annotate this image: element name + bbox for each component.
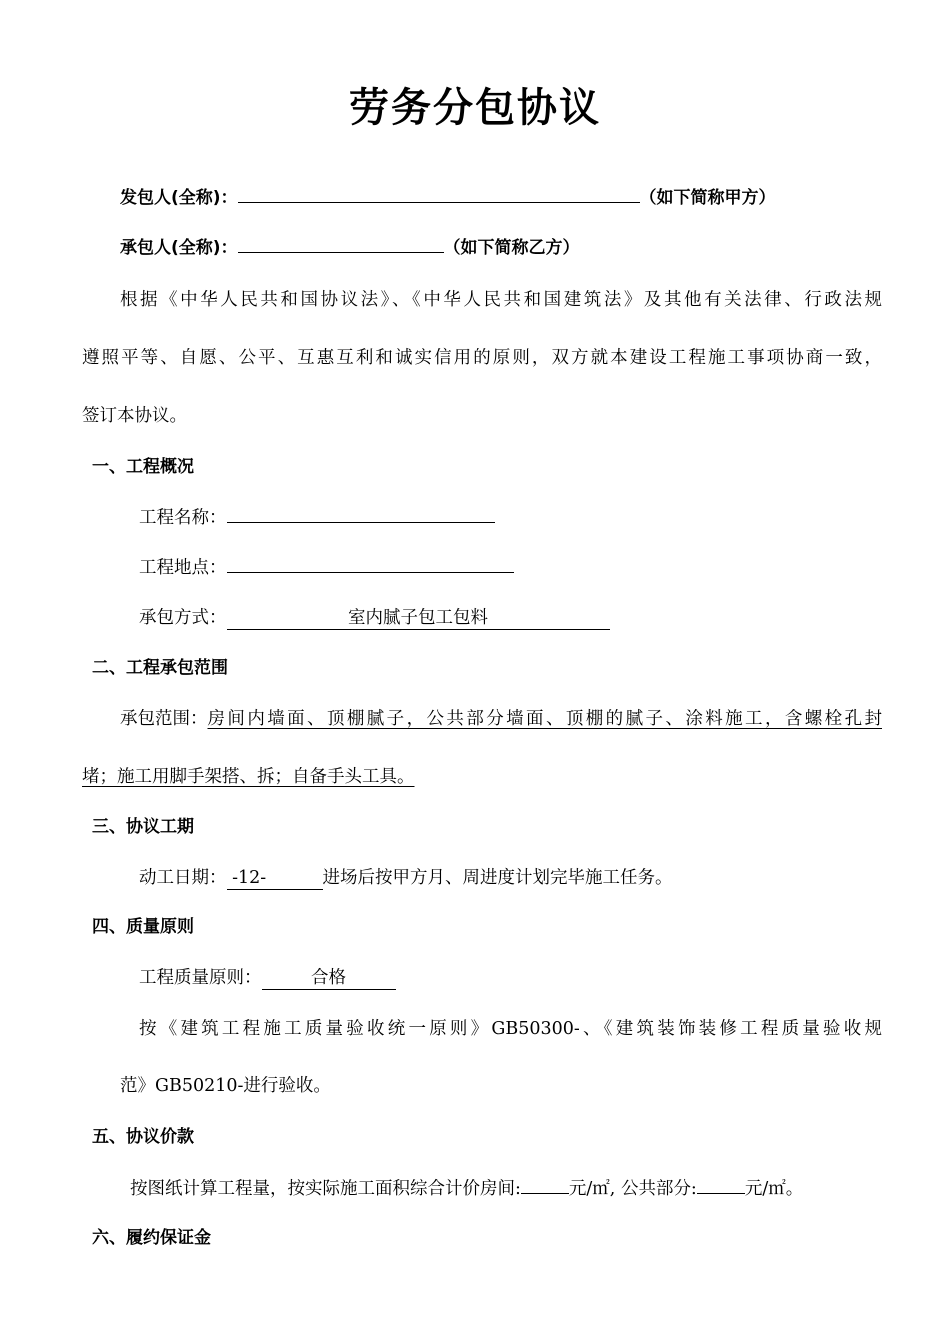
contractor-name-blank[interactable] — [238, 184, 640, 203]
subcontractor-label: 承包人(全称)： — [120, 238, 238, 258]
start-date-value[interactable] — [227, 867, 323, 890]
contract-method-line — [139, 605, 610, 631]
section-heading-1: 一、工程概况 — [92, 457, 194, 477]
price-unit-public: 元/㎡。 — [744, 1179, 804, 1199]
intro-line-1: 根据《中华人民共和国协议法》、《中华人民共和国建筑法》及其他有关法律、行政法规 — [120, 290, 882, 310]
project-name-line — [139, 504, 495, 531]
scope-line-1 — [120, 706, 882, 732]
price-line — [130, 1175, 803, 1202]
quality-standard-label: 工程质量原则： — [139, 968, 262, 988]
project-location-blank[interactable] — [227, 554, 514, 573]
acceptance-line-2: 范》GB50210-进行验收。 — [120, 1076, 331, 1096]
subcontractor-line — [120, 234, 580, 261]
intro-line-2: 遵照平等、自愿、公平、互惠互利和诚实信用的原则，双方就本建设工程施工事项协商一致， — [82, 348, 882, 368]
contractor-line — [120, 184, 776, 211]
project-name-blank[interactable] — [227, 504, 495, 523]
scope-text-2: 堵；施工用脚手架搭、拆；自备手头工具。 — [82, 767, 415, 787]
contract-method-value[interactable]: 室内腻子包工包料 — [227, 607, 610, 630]
document-title: 劳务分包协议 — [349, 85, 601, 131]
project-location-line — [139, 554, 514, 581]
section-heading-4: 四、质量原则 — [92, 917, 194, 937]
quality-standard-line — [139, 965, 396, 991]
contract-method-label: 承包方式： — [139, 608, 227, 628]
project-name-label: 工程名称： — [139, 508, 227, 528]
section-heading-3: 三、协议工期 — [92, 817, 194, 837]
price-text-public: 公共部分: — [615, 1179, 697, 1199]
price-text-room: 按图纸计算工程量，按实际施工面积综合计价房间: — [130, 1179, 521, 1199]
subcontractor-name-blank[interactable] — [238, 234, 444, 253]
acceptance-line-1: 按《建筑工程施工质量验收统一原则》GB50300-、《建筑装饰装修工程质量验收规 — [139, 1019, 882, 1039]
public-price-blank[interactable] — [697, 1175, 745, 1194]
contractor-suffix: （如下简称甲方） — [639, 188, 776, 208]
contractor-label: 发包人(全称)： — [120, 188, 238, 208]
start-date-line — [139, 865, 673, 891]
subcontractor-suffix: （如下简称乙方） — [443, 238, 580, 258]
section-heading-5: 五、协议价款 — [92, 1127, 194, 1147]
intro-line-3: 签订本协议。 — [82, 406, 187, 426]
section-heading-2: 二、工程承包范围 — [92, 658, 228, 678]
scope-text-1: 房间内墙面、顶棚腻子，公共部分墙面、顶棚的腻子、涂料施工，含螺栓孔封 — [207, 709, 882, 729]
quality-standard-value[interactable]: 合格 — [262, 967, 396, 990]
section-heading-6: 六、履约保证金 — [92, 1228, 211, 1248]
start-date-text: -12- — [232, 868, 267, 888]
scope-label: 承包范围： — [120, 709, 208, 729]
room-price-blank[interactable] — [521, 1175, 569, 1194]
price-unit-room: 元/㎡, — [568, 1179, 616, 1199]
project-location-label: 工程地点： — [139, 558, 227, 578]
start-date-label: 动工日期： — [139, 868, 227, 888]
start-date-suffix: 进场后按甲方月、周进度计划完毕施工任务。 — [322, 868, 673, 888]
